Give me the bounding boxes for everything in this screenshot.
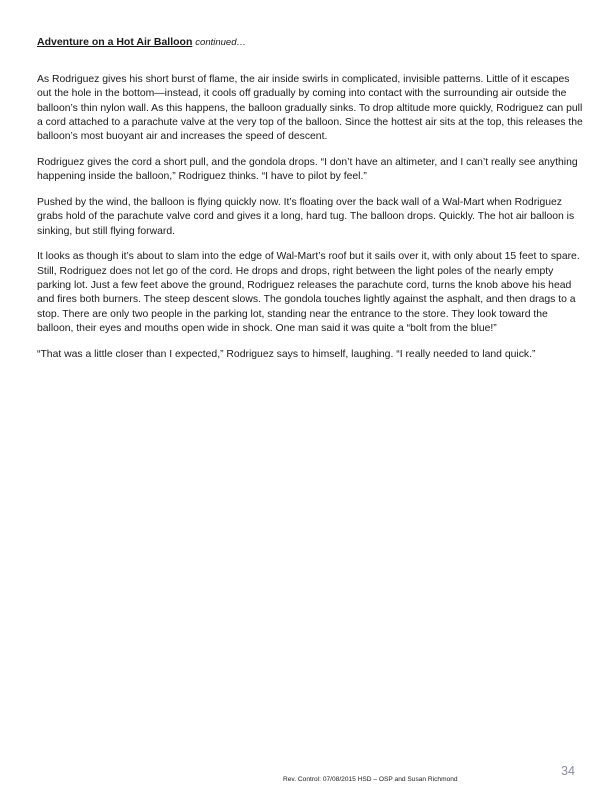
page-number: 34	[561, 764, 575, 778]
revision-footer: Rev. Control: 07/08/2015 HSD – OSP and Susan Richmond	[283, 776, 458, 783]
paragraph: It looks as though it’s about to slam into the edge of Wal-Mart’s roof but it sails over it, with only about 15 feet to spare. Still, Rodriguez does not let go of the cord. He drops and drops, right between the light poles of the nearly empty parking lot. Just a few feet above the ground, Rodriguez releases the parachute cord, turns the knob above his head and fires both burners. The steep descent slows. The gondola touches lightly against the asphalt, and then drags to a stop. There are only two people in the parking lot, standing near the entrance to the store. They look toward the balloon, their eyes and mouths open wide in shock. One man said it was quite a “bolt from the blue!”	[37, 251, 580, 334]
paragraph: As Rodriguez gives his short burst of flame, the air inside swirls in complicated, invisible patterns. Little of it escapes out the hole in the bottom—instead, it cools off gradually by coming into contact with the surrounding air outside the balloon’s thin nylon wall. As this happens, the balloon gradually sinks. To drop altitude more quickly, Rodriguez can pull a cord attached to a parachute valve at the very top of the balloon. Since the hottest air sits at the top, this releases the balloon’s most buoyant air and increases the speed of descent.	[37, 74, 583, 143]
paragraph: “That was a little closer than I expected,” Rodriguez says to himself, laughing. “I really needed to land quick.”	[37, 348, 536, 360]
paragraph: Pushed by the wind, the balloon is flying quickly now. It’s floating over the back wall of a Wal-Mart when Rodriguez grabs hold of the parachute valve cord and gives it a long, hard tug. The balloon drops. Quickly. The hot air balloon is sinking, but still flying forward.	[37, 197, 575, 237]
story-title: Adventure on a Hot Air Balloon	[37, 36, 193, 48]
paragraph: Rodriguez gives the cord a short pull, and the gondola drops. “I don’t have an altimeter, and I can’t really see anything happening inside the balloon,” Rodriguez thinks. “I have to pilot by feel.”	[37, 156, 578, 183]
story-body	[37, 73, 585, 374]
page-header	[37, 36, 246, 49]
continued-label: continued…	[195, 37, 246, 48]
